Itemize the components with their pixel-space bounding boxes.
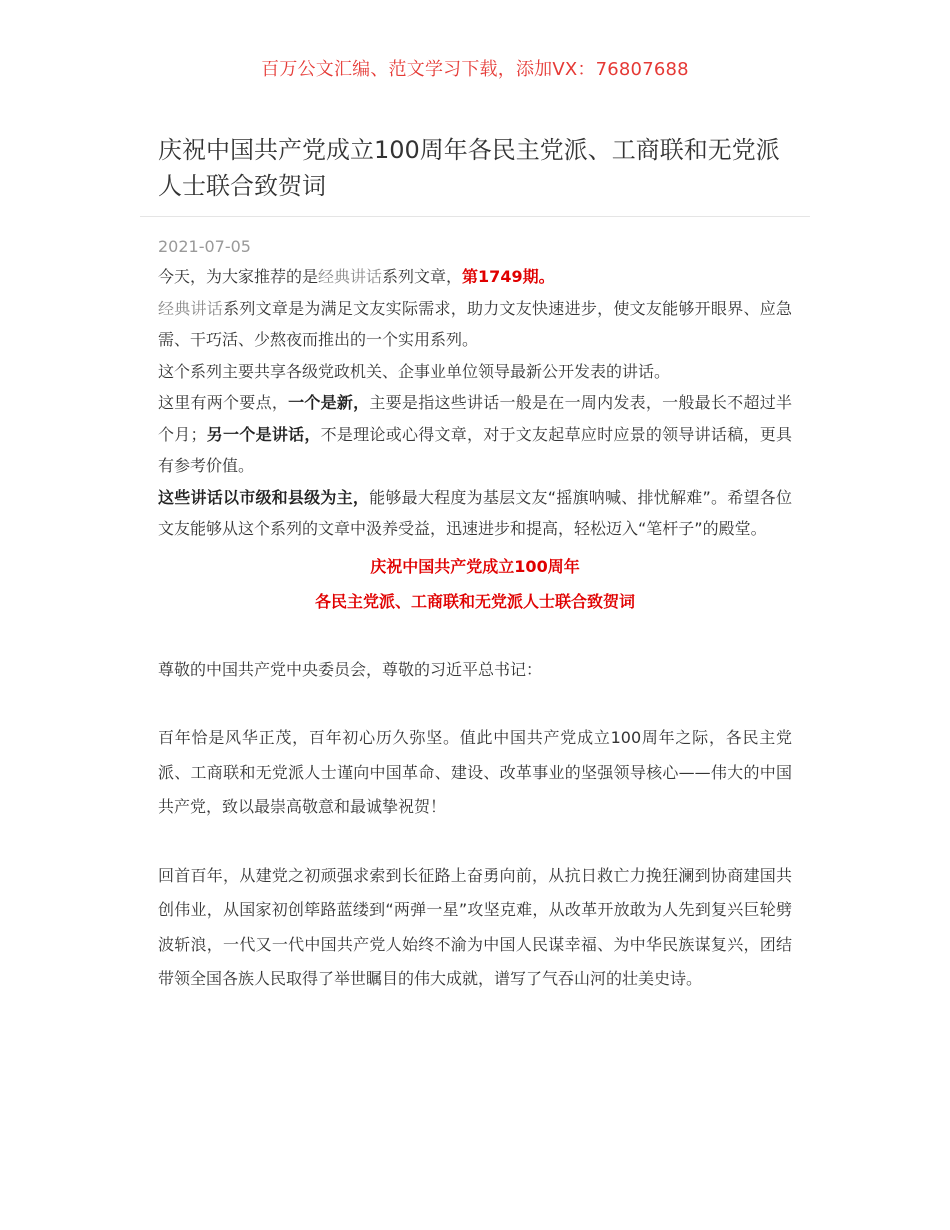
body-paragraph-2: 回首百年，从建党之初顽强求索到长征路上奋勇向前，从抗日救亡力挽狂澜到协商建国共创伟业，从国家初创筚路蓝缕到“两弹一星”攻坚克难，从改革开放敢为人先到复兴巨轮劈波斩浪，一代又一代中国共产党人始终不渝为中国人民谋幸福、为中华民族谋复兴，团结带领全国各族人民取得了举世瞩目的伟大成就，谱写了气吞山河的壮美史诗。 xyxy=(158,865,792,988)
intro-text: 能够最大程度为基层文友“摇旗呐喊、排忧解难”。希望各位文友能够从这个系列的文章中汲养受益，迅速进步和提高，轻松迈入“笔杆子”的殿堂。 xyxy=(158,487,792,538)
key-point-2: 另一个是讲话， xyxy=(206,424,321,444)
article-title: 庆祝中国共产党成立100周年各民主党派、工商联和无党派人士联合致贺词 xyxy=(140,132,810,217)
spacer xyxy=(158,825,792,859)
article-date: 2021-07-05 xyxy=(158,237,251,256)
intro-text: 这里有两个要点， xyxy=(158,393,289,412)
article xyxy=(140,132,810,997)
spacer xyxy=(158,619,792,653)
promo-banner: 百万公文汇编、范文学习下载，添加VX：76807688 xyxy=(261,59,689,80)
intro-paragraph-5 xyxy=(158,482,792,545)
series-name: 经典讲话 xyxy=(158,298,224,318)
intro-text: 系列文章是为满足文友实际需求，助力文友快速进步，使文友能够开眼界、应急需、干巧活、少熬夜而推出的一个实用系列。 xyxy=(158,298,792,349)
intro-paragraph-4 xyxy=(158,387,792,482)
body-paragraph-1: 百年恰是风华正茂，百年初心历久弥坚。值此中国共产党成立100周年之际，各民主党派、工商联和无党派人士谨向中国革命、建设、改革事业的坚强领导核心——伟大的中国共产党，致以最崇高敬意和最诚挚祝贺！ xyxy=(158,728,792,816)
speech-heading-line-2: 各民主党派、工商联和无党派人士联合致贺词 xyxy=(314,591,635,611)
series-name: 经典讲话 xyxy=(318,267,383,286)
intro-text: 今天，为大家推荐的是 xyxy=(158,267,319,286)
intro-text: 主要是指这些讲话一般是在一周内发表，一般最长不超过半个月； xyxy=(158,393,792,444)
intro-text: 系列文章， xyxy=(382,267,463,286)
speech-heading-line-1: 庆祝中国共产党成立100周年 xyxy=(370,556,580,576)
issue-number: 第1749期。 xyxy=(462,267,555,286)
intro-text: 不是理论或心得文章，对于文友起草应时应景的领导讲话稿，更具有参考价值。 xyxy=(158,424,792,475)
key-point-3: 这些讲话以市级和县级为主， xyxy=(158,487,370,507)
intro-line-1 xyxy=(158,261,792,293)
spacer xyxy=(158,687,792,721)
intro-paragraph-2 xyxy=(158,293,792,356)
intro-paragraph-3: 这个系列主要共享各级党政机关、企事业单位领导最新公开发表的讲话。 xyxy=(158,361,671,381)
key-point-1: 一个是新， xyxy=(288,393,370,412)
salutation: 尊敬的中国共产党中央委员会，尊敬的习近平总书记： xyxy=(158,659,543,679)
article-content xyxy=(140,233,810,997)
